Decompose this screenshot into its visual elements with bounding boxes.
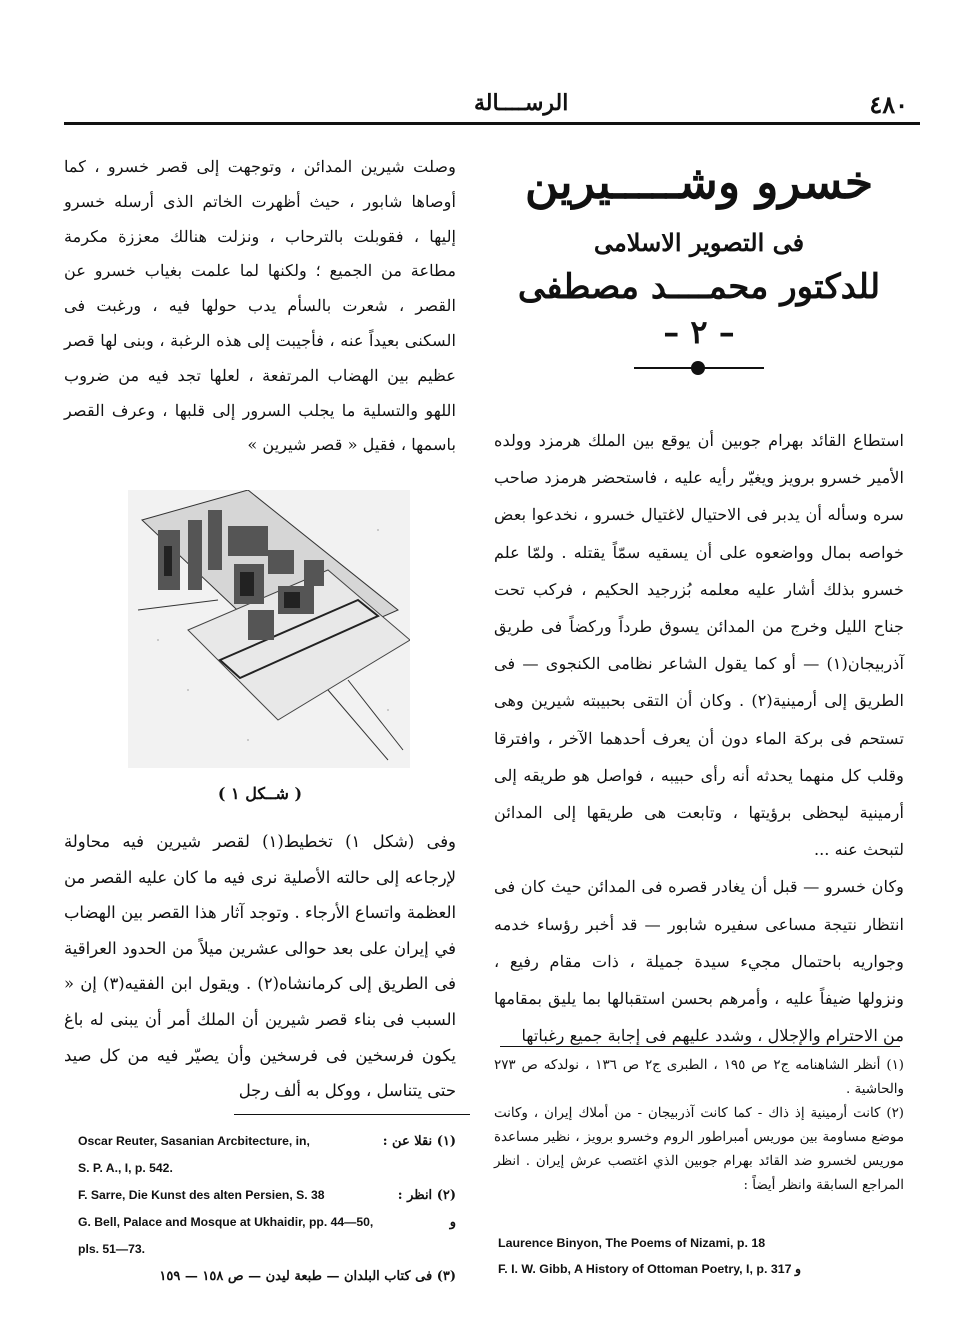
page-header: [64, 88, 920, 128]
footnote-rule: [234, 1114, 470, 1115]
article-part-number: – ٢ –: [663, 313, 735, 351]
paragraph: وكان خسرو — قبل أن يغادر قصره فى المدائن حيث كان فى انتظار نتيجة مساعى سفيره شابور — قد أخبر رؤساء خدمه وجواريه باحتمال مجيء سيدة جميلة ، ذات مقام رفيع ، ونزولها ضيفاً عليه ، وأمرهم بحسن استقبالها بما يليق بمقامها من الاحترام والإجلال ، وشدد عليهم فى إجابة جميع رغباتها: [494, 877, 904, 1046]
reference: F. I. W. Gibb, A History of Ottoman Poetry, I, p. 317 و: [498, 1262, 801, 1276]
header-rule: [64, 122, 920, 125]
article-heading: [494, 150, 904, 375]
footnote-row: [64, 1209, 456, 1236]
footnote-label: و: [449, 1215, 456, 1230]
right-references: [498, 1230, 904, 1282]
footnote-row: [64, 1182, 456, 1209]
left-column-top-text: [64, 150, 456, 463]
ornament-divider: [634, 361, 764, 375]
paragraph: استطاع القائد بهرام جوبين أن يوقع بين الملك هرمزد وولده الأمير خسرو برويز ويغيّر رأيه عليه ، فاستحضر هرمزد صاحب سره وسأله أن يدبر فى الاحتيال لاغتيال خسرو ، نخدعوا بعض خواصه بمال وواضعوه على أن يسقيه سمّاً يقتله . ولمّا علم خسرو بذلك أشار عليه معلمه بُزرجيد الحكيم ، فركب تحت جناح الليل وخرج من المدائن يسوق طرداً وركضاً فى طريق آذربيجان(١) — أو كما يقول الشاعر نظامى الكنجوى — فى الطريق إلى أرمينية(٢) . وكان أن التقى بحبيبته شيرين وهى تستحم فى بركة الماء دون أن يعرف أحدهما الآخر ، وافترقا وقلب كل منهما يحدثه أنه رأى حبيبه ، فواصل هو طريقه إلى أرمينية ليحظى برؤيتها ، وتابعت هى طريقها إلى المدائن لتبحث عنه ...: [494, 431, 904, 860]
footnote: (١) أنظر الشاهنامه ج٢ ص ١٩٥ ، الطبرى ج٢ ص ١٣٦ ، نولدكه ص ٢٧٣ والحاشية .: [494, 1058, 904, 1097]
left-column-bottom-text: [64, 824, 456, 1109]
figure-caption: ( شــكل ١ ): [217, 784, 303, 803]
palace-plan-figure: [128, 490, 410, 768]
article-title: خسرو وشـــــيرين: [524, 155, 874, 209]
reference: Laurence Binyon, The Poems of Nizami, p. 18: [498, 1236, 766, 1250]
right-footnotes: [494, 1054, 904, 1198]
paragraph: وصلت شيرين المدائن ، وتوجهت إلى قصر خسرو ، كما أوصاها شابور ، حيث أظهرت الخاتم الذى أرسله خسرو إليها ، فقوبلت بالترحاب ، ونزلت هنالك معززة مكرمة مطاعة من الجميع ؛ ولكنها لما علمت بغياب خسرو عن القصر ، شعرت بالسأم يدب حولها فيه ، ورغبت فى السكنى بعيداً عنه ، فأجيبت إلى هذه الرغبة ، وبنى لها قصر عظيم بين الهضاب المرتفعة ، لعلها تجد فيه من ضروب اللهو والتسلية ما يجلب السرور إلى قلبها ، وعرف القصر باسمها ، فقيل « قصر شيرين »: [64, 157, 456, 455]
footnote-reference: G. Bell, Palace and Mosque at Ukhaidir, pp. 44—50,: [78, 1215, 374, 1229]
footnote: (٣) فى كتاب البلدان — طبعة ليدن — ص ١٥٨ — ١٥٩: [159, 1269, 456, 1284]
footnote-reference-continued: pls. 51—73.: [78, 1242, 146, 1256]
footnote-row: [64, 1128, 456, 1155]
footnote-rule: [500, 1046, 900, 1047]
footnote-reference: Oscar Reuter, Sasanian Arcbitecture, in,: [78, 1134, 310, 1148]
footnote-reference: F. Sarre, Die Kunst des alten Persien, S. 38: [78, 1188, 325, 1202]
left-footnotes: [64, 1128, 456, 1290]
article-subtitle: فى التصوير الاسلامى: [593, 228, 805, 257]
footnote: (٢) كانت أرمينية إذ ذاك - كما كانت آذربيجان - من أملاك إيران ، وكانت موضع مساومة بين موريس أمبراطور الروم وخسرو برويز ، نظير مساعدة موريس لخسرو ضد القائد بهرام جوبين الذي اغتصب عرش إيران . انظر المراجع السابقة وانظر أيضاً :: [494, 1106, 904, 1193]
footnote-label: (١) نقلا عن :: [382, 1134, 456, 1149]
footnote-reference-continued: S. P. A., I, p. 542.: [78, 1161, 173, 1175]
right-column-body: [494, 422, 904, 1054]
page-number: ٤٨٠: [869, 90, 908, 119]
paragraph: وفى (شكل ١) تخطيط(١) لقصر شيرين فيه محاولة لإرجاعه إلى حالته الأصلية نرى فيه ما كان عليه القصر من العظمة واتساع الأرجاء . وتوجد آثار هذا القصر بين الهضاب في إيران على بعد حوالى عشرين ميلاً من الحدود العراقية فى الطريق إلى كرمانشاه(٢) . ويقول ابن الفقيه(٣) إن « السبب فى بناء قصر شيرين أن الملك أمر أن يبنى له باغ يكون فرسخين فى فرسخين وأن يصيّر فيه من كل صيد حتى يتناسل ، ووكل به ألف رجل: [64, 832, 456, 1101]
running-title: الرســــالة: [474, 90, 569, 116]
article-author: للدكتور محمــــد مصطفى: [517, 267, 881, 307]
footnote-row: [64, 1236, 456, 1263]
footnote-row: [64, 1263, 456, 1290]
footnote-row: [64, 1155, 456, 1182]
footnote-label: (٢) انظر :: [397, 1188, 456, 1203]
